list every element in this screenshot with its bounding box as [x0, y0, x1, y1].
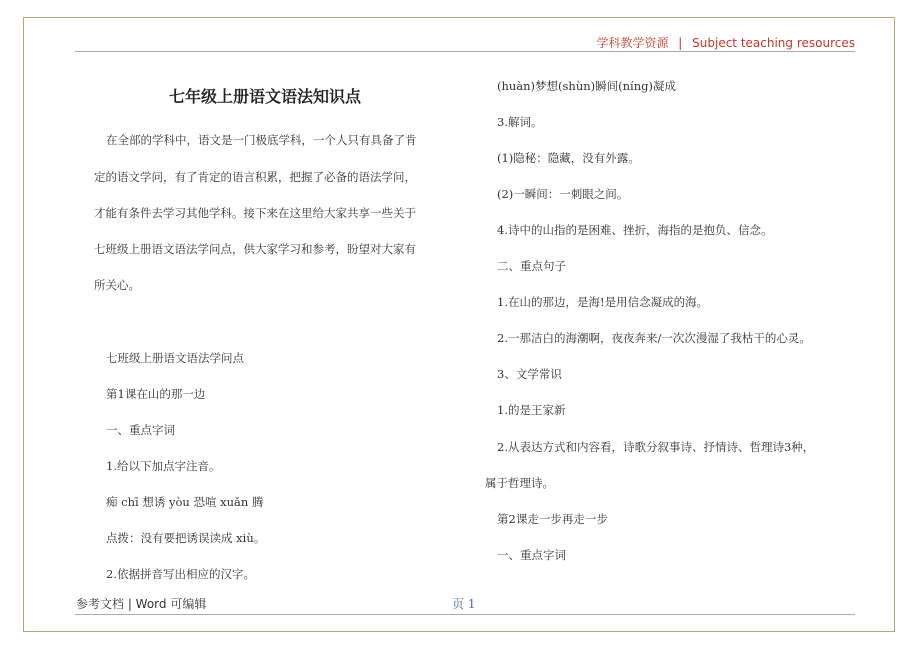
header-separator: | [678, 36, 683, 50]
footer-label: 参考文档 | Word 可编辑 [76, 597, 207, 611]
header-rule [75, 51, 855, 52]
page-number: 页 1 [452, 597, 476, 611]
list-item: (huàn)梦想(shùn)瞬间(níng)凝成 [497, 79, 676, 93]
paragraph-line: 才能有条件去学习其他学科。接下来在这里给大家共享一些关于 [94, 206, 416, 220]
list-item: 3.解词。 [497, 115, 543, 129]
list-item: 1.给以下加点字注音。 [106, 459, 221, 473]
list-item: 痴 chī 想诱 yòu 恐喧 xuǎn 腾 [106, 495, 264, 509]
paragraph-line: 七班级上册语文语法学问点，供大家学习和参考，盼望对大家有 [94, 242, 416, 256]
paragraph-line: 定的语文学问，有了肯定的语言积累，把握了必备的语法学问， [94, 170, 416, 184]
subsection-heading: 一、重点字词 [497, 548, 566, 562]
page-header [596, 34, 855, 51]
list-item: 2.依据拼音写出相应的汉字。 [106, 567, 255, 581]
document-title: 七年级上册语文语法知识点 [168, 87, 361, 106]
paragraph-line: 所关心。 [94, 278, 140, 292]
section-heading: 七班级上册语文语法学问点 [106, 351, 244, 365]
list-item: (1)隐秘：隐藏，没有外露。 [497, 151, 640, 165]
footer-rule [75, 614, 855, 615]
subsection-heading: 一、重点字词 [106, 423, 175, 437]
list-item: 点拨：没有要把诱误读成 xiù。 [106, 531, 266, 545]
list-item: 1.的是王家新 [497, 403, 566, 417]
paragraph-line: 在全部的学科中，语文是一门极底学科，一个人只有具备了肯 [106, 133, 417, 147]
subsection-heading: 二、重点句子 [497, 259, 566, 273]
header-brand: 学科教学资源 [596, 36, 669, 50]
header-subtitle: Subject teaching resources [692, 36, 855, 50]
list-item: 4.诗中的山指的是困难、挫折，海指的是抱负、信念。 [497, 223, 773, 237]
lesson-heading: 第2课走一步再走一步 [497, 512, 608, 526]
lesson-heading: 第1课在山的那一边 [106, 387, 206, 401]
list-item: 2.一那洁白的海潮啊，夜夜奔来/一次次漫湿了我枯干的心灵。 [497, 331, 811, 345]
subsection-heading: 3、文学常识 [497, 367, 562, 381]
list-item: 属于哲理诗。 [485, 476, 554, 490]
list-item: 2.从表达方式和内容看，诗歌分叙事诗、抒情诗、哲理诗3种， [497, 440, 815, 454]
list-item: (2)一瞬间：一刺眼之间。 [497, 187, 629, 201]
list-item: 1.在山的那边，是海!是用信念凝成的海。 [497, 295, 709, 309]
